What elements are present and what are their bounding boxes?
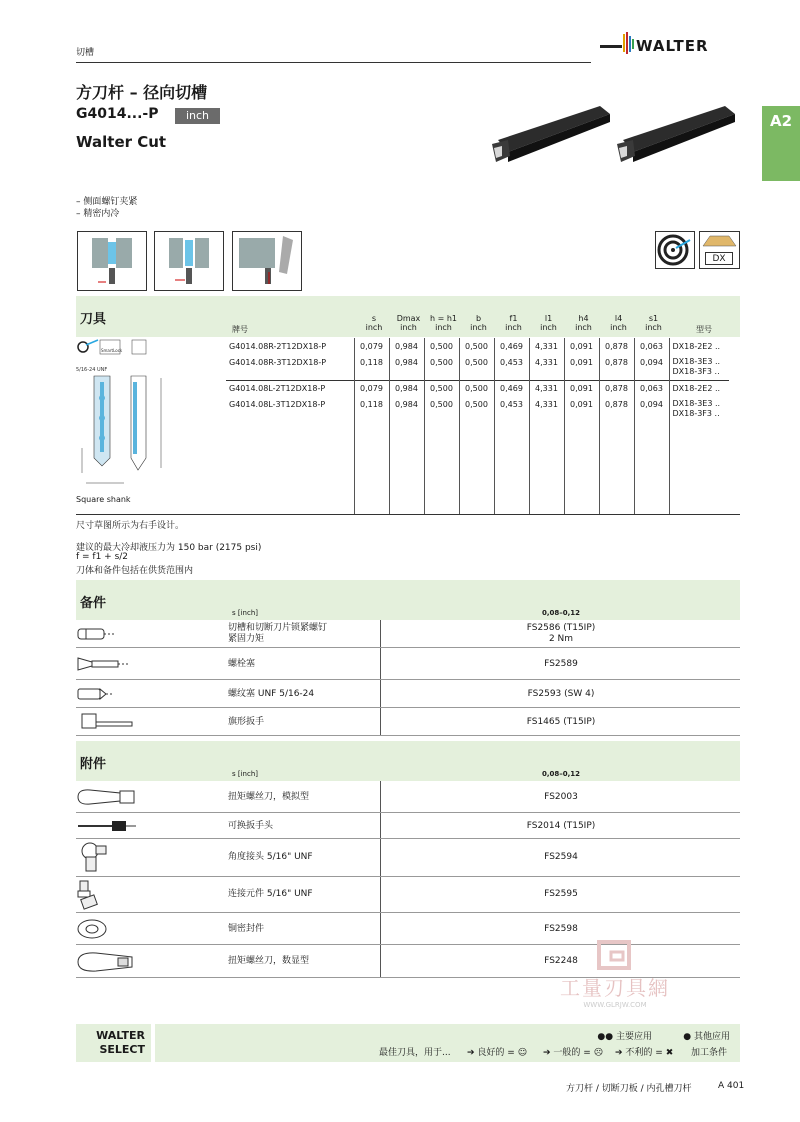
col-header-dmax: Dmax inch xyxy=(396,314,421,332)
col-header-type: 型号 xyxy=(696,325,712,334)
insert-label: DX xyxy=(705,252,733,265)
tool-image-left xyxy=(615,100,740,170)
brand-name: Walter Cut xyxy=(76,133,167,151)
formula-note: f = f1 + s/2 xyxy=(76,552,129,562)
part-name: 连接元件 5/16" UNF xyxy=(228,889,313,899)
table-row[interactable]: G4014.08L-2T12DX18-P 0,079 0,984 0,500 0,500 0,469 4,331 0,091 0,878 0,063 DX18-2E2 .. xyxy=(226,380,729,397)
col-header-h4: h4 inch xyxy=(575,314,592,332)
part-name: 螺栓塞 xyxy=(228,659,256,669)
part-code: FS2594 xyxy=(544,852,578,862)
walter-logo xyxy=(600,30,740,58)
target-icon xyxy=(656,232,694,268)
legend-good: ➔ 良好的 = ☺ xyxy=(467,1048,528,1058)
part-name: 角度接头 5/16" UNF xyxy=(228,852,313,862)
spare-parts-col-s: s [inch] xyxy=(232,609,259,617)
tools-table xyxy=(226,338,729,515)
average-face-icon: ☹ xyxy=(593,1048,604,1058)
screw-icon xyxy=(76,624,140,644)
list-item[interactable] xyxy=(76,781,740,813)
tools-bottom-rule xyxy=(76,514,740,515)
watermark xyxy=(540,940,690,1020)
conditions-label: 加工条件 xyxy=(691,1048,728,1058)
feature-item: – 侧面螺钉夹紧 xyxy=(76,197,138,207)
part-code: FS1465 (T15IP) xyxy=(526,717,596,727)
spare-parts-band xyxy=(76,580,740,620)
list-item[interactable] xyxy=(76,813,740,839)
flag-key-icon xyxy=(76,712,140,732)
part-code: FS2589 xyxy=(544,659,578,669)
legend-poor: ➔ 不利的 = ✖ xyxy=(615,1048,674,1058)
list-item[interactable] xyxy=(76,620,740,648)
part-name: 切槽和切断刀片锁紧螺钉 紧固力矩 xyxy=(228,623,328,644)
col-header-s: s inch xyxy=(365,314,383,332)
col-header-s1: s1 inch xyxy=(645,314,662,332)
col-designation: 牌号 xyxy=(232,325,248,334)
drawing-label: Square shank xyxy=(76,495,131,504)
tool-drawing xyxy=(76,338,226,514)
part-code: FS2593 (SW 4) xyxy=(527,689,595,699)
part-name: 可换扳手头 xyxy=(228,821,274,831)
scope-note: 刀体和备件包括在供货范围内 xyxy=(76,566,194,576)
legend-other: ● 其他应用 xyxy=(683,1032,730,1042)
chapter-tab[interactable]: A2 xyxy=(762,106,800,181)
col-header-l1: l1 inch xyxy=(540,314,557,332)
svg-text:5/16-24 UNF: 5/16-24 UNF xyxy=(76,367,108,373)
watermark-url: WWW.GLRJW.COM xyxy=(583,1001,647,1009)
list-item[interactable] xyxy=(76,708,740,736)
section-label: 切槽 xyxy=(76,48,95,58)
accessories-col-range: 0,08–0,12 xyxy=(542,770,581,778)
part-name: 扭矩螺丝刀，模拟型 xyxy=(228,792,310,802)
torque-screwdriver-icon xyxy=(76,785,140,809)
part-code: FS2586 (T15IP) 2 Nm xyxy=(526,623,596,644)
plug-screw-icon xyxy=(76,654,140,674)
table-row[interactable]: G4014.08L-3T12DX18-P 0,118 0,984 0,500 0,500 0,453 4,331 0,091 0,878 0,094 DX18-3E3 .. DX18-3F3 .. xyxy=(226,397,729,515)
watermark-logo-icon xyxy=(595,940,635,972)
table-row[interactable]: G4014.08R-2T12DX18-P 0,079 0,984 0,500 0,500 0,469 4,331 0,091 0,878 0,063 DX18-2E2 .. xyxy=(226,338,729,355)
header-rule xyxy=(76,62,591,63)
coolant-note: 建议的最大冷却液压力为 150 bar (2175 psi) xyxy=(76,543,262,553)
part-name: 铜密封件 xyxy=(228,924,265,934)
unit-badge: inch xyxy=(175,108,220,124)
poor-face-icon: ✖ xyxy=(665,1048,674,1058)
dimension-drawing xyxy=(76,338,226,498)
feature-item: – 精密内冷 xyxy=(76,209,120,219)
tool-image-right xyxy=(490,100,615,170)
col-header-f1: f1 inch xyxy=(505,314,522,332)
col-header-l4: l4 inch xyxy=(610,314,627,332)
drawing-note: 尺寸草图所示为右手设计。 xyxy=(76,521,185,531)
accessories-col-s: s [inch] xyxy=(232,770,259,778)
connector-icon xyxy=(76,879,140,911)
application-thumbnail-2[interactable] xyxy=(154,231,224,291)
accessories-title: 附件 xyxy=(80,757,107,772)
coolant-badge xyxy=(655,231,695,269)
part-name: 螺纹塞 UNF 5/16-24 xyxy=(228,689,315,699)
legend-panel xyxy=(155,1024,740,1062)
svg-text:SmartLock: SmartLock xyxy=(101,348,123,353)
page-number: A 401 xyxy=(718,1081,745,1091)
copper-seal-icon xyxy=(76,917,140,941)
threaded-plug-icon xyxy=(76,684,140,704)
page-title: 方刀杆 – 径向切槽 xyxy=(76,83,208,102)
part-code: FS2598 xyxy=(544,924,578,934)
page-ref: 方刀杆 / 切断刀板 / 内孔槽刀杆 xyxy=(566,1084,692,1094)
list-item[interactable] xyxy=(76,680,740,708)
accessories-band xyxy=(76,741,740,781)
watermark-text: 工量刃具網 xyxy=(560,976,670,1000)
walter-select: WALTER SELECT xyxy=(76,1024,151,1062)
col-header-b: b inch xyxy=(470,314,487,332)
logo-text: WALTER xyxy=(636,37,709,55)
part-code: FS2248 xyxy=(544,956,578,966)
best-tool-label: 最佳刀具，用于... xyxy=(379,1048,451,1058)
list-item[interactable] xyxy=(76,877,740,913)
spare-parts-col-range: 0,08–0,12 xyxy=(542,609,581,617)
angle-adapter-icon xyxy=(76,841,140,875)
spare-parts-title: 备件 xyxy=(80,596,107,611)
digital-torque-screwdriver-icon xyxy=(76,949,140,975)
bit-icon xyxy=(76,819,140,833)
part-code: FS2595 xyxy=(544,889,578,899)
table-row[interactable]: G4014.08R-3T12DX18-P 0,118 0,984 0,500 0,500 0,453 4,331 0,091 0,878 0,094 DX18-3E3 .. DX18-3F3 .. xyxy=(226,355,729,380)
application-thumbnail-3[interactable] xyxy=(232,231,302,291)
col-header-h: h = h1 inch xyxy=(429,314,458,332)
part-name: 旗形扳手 xyxy=(228,717,265,727)
logo-bars-icon xyxy=(600,30,636,58)
part-code: FS2003 xyxy=(544,792,578,802)
insert-badge xyxy=(699,231,740,269)
list-item[interactable] xyxy=(76,648,740,680)
feature-list xyxy=(76,196,137,220)
tools-title: 刀具 xyxy=(80,312,107,327)
designation: G4014...-P xyxy=(76,106,159,122)
part-code: FS2014 (T15IP) xyxy=(526,821,596,831)
legend-primary: ●● 主要应用 xyxy=(597,1032,652,1042)
part-name: 扭矩螺丝刀，数显型 xyxy=(228,956,310,966)
legend-average: ➔ 一般的 = ☹ xyxy=(543,1048,604,1058)
list-item[interactable] xyxy=(76,839,740,877)
insert-icon xyxy=(700,232,739,250)
application-thumbnail-1[interactable] xyxy=(77,231,147,291)
good-smiley-icon: ☺ xyxy=(517,1048,528,1058)
